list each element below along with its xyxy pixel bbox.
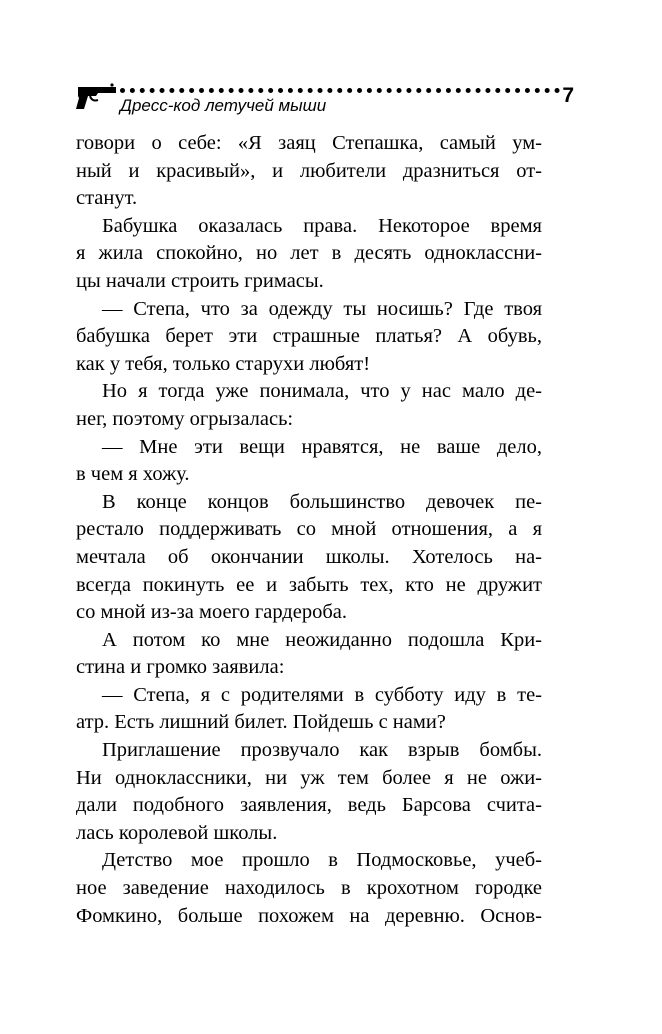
text-line: дали подобного заявления, ведь Барсова счита- <box>76 794 542 817</box>
text-line: Ни одноклассники, ни уж тем более я не ожи- <box>76 766 542 789</box>
book-title: Дресс-код летучей мыши <box>120 96 327 115</box>
text-line: В конце концов большинство девочек пе- <box>102 490 542 513</box>
text-line: — Мне эти вещи нравятся, не ваше дело, <box>102 435 542 458</box>
text-line: Но я тогда уже понимала, что у нас мало де- <box>102 380 542 403</box>
text-line: Фомкино, больше похожем на деревню. Основ- <box>76 904 542 927</box>
text-line: как у тебя, только старухи любят! <box>76 352 371 375</box>
text-line: Детство мое прошло в Подмосковье, учеб- <box>102 849 542 872</box>
text-line: — Степа, что за одежду ты носишь? Где твоя <box>102 297 542 320</box>
revolver-icon <box>74 81 118 111</box>
paragraph <box>76 847 542 930</box>
text-line: Приглашение прозвучало как взрыв бомбы. <box>102 739 542 762</box>
paragraph <box>76 434 542 489</box>
page-number: 7 <box>562 84 574 107</box>
text-line: цы начали строить гримасы. <box>76 269 324 292</box>
text-line: нег, поэтому огрызалась: <box>76 407 294 430</box>
body-text <box>76 130 542 930</box>
text-line: — Степа, я с родителями в субботу иду в те- <box>102 683 542 706</box>
paragraph <box>76 737 542 847</box>
text-line: атр. Есть лишний билет. Пойдешь с нами? <box>76 711 446 734</box>
paragraph <box>76 378 542 433</box>
dotted-rule <box>120 88 560 93</box>
text-line: Бабушка оказалась права. Некоторое время <box>102 214 542 237</box>
paragraph <box>76 213 542 296</box>
text-line: мечтала об окончании школы. Хотелось на- <box>76 545 542 568</box>
text-line: со мной из-за моего гардероба. <box>76 601 347 624</box>
text-line: говори о себе: «Я заяц Степашка, самый ум- <box>76 132 542 154</box>
text-line: я жила спокойно, но лет в десять одноклассни- <box>76 242 542 265</box>
paragraph <box>76 627 542 682</box>
text-line: А потом ко мне неожиданно подошла Кри- <box>102 628 542 651</box>
text-line: бабушка берет эти страшные платья? А обувь, <box>76 325 542 348</box>
paragraph <box>76 130 542 213</box>
text-line: рестало поддерживать со мной отношения, а я <box>76 518 542 541</box>
paragraph <box>76 296 542 379</box>
text-line: всегда покинуть ее и забыть тех, кто не дружит <box>76 573 542 596</box>
paragraph <box>76 682 542 737</box>
text-line: ный и красивый», и любители дразниться от- <box>76 159 542 182</box>
running-header <box>74 78 574 118</box>
text-line: в чем я хожу. <box>76 463 190 486</box>
text-line: станут. <box>76 187 138 210</box>
paragraph <box>76 489 542 627</box>
text-line: стина и громко заявила: <box>76 656 285 679</box>
text-line: ное заведение находилось в крохотном городке <box>76 877 542 900</box>
text-line: лась королевой школы. <box>76 821 278 844</box>
